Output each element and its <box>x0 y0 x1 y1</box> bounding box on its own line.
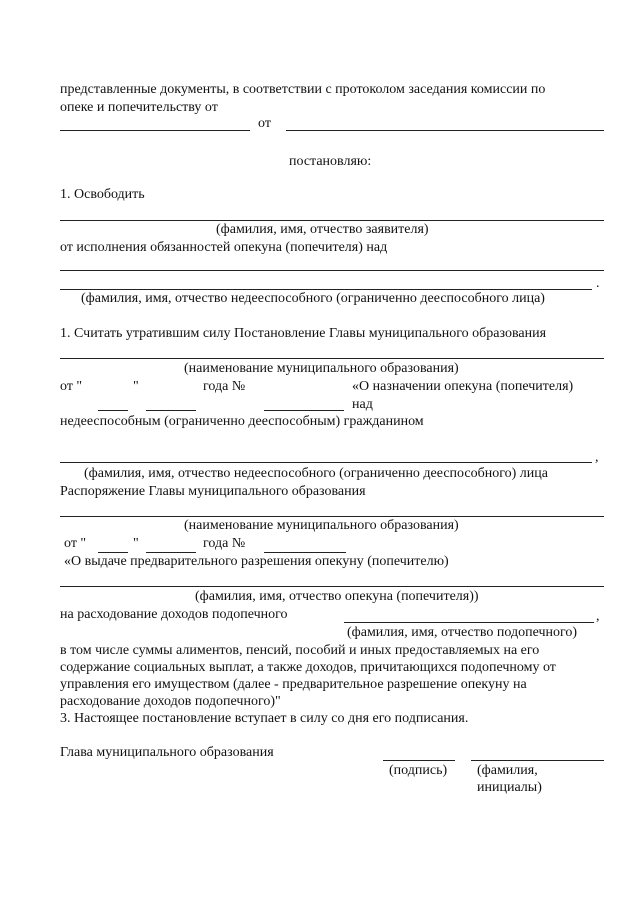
incapable-caption: (фамилия, имя, отчество недееспособного (ограниченно дееспособного лица) <box>81 291 545 306</box>
decree-heading: постановляю: <box>289 154 372 169</box>
intro-line-1: представленные документы, в соответствии с протоколом заседания комиссии по <box>60 82 546 97</box>
citizen-name-line <box>60 462 592 463</box>
quote-2: " <box>133 536 139 551</box>
head-label: Глава муниципального образования <box>60 745 274 760</box>
incapable-name-line-1 <box>60 270 604 271</box>
year-no: года № <box>203 379 246 394</box>
guardian-caption: (фамилия, имя, отчество опекуна (попечителя)) <box>195 589 479 604</box>
item1-label: 1. Освободить <box>60 187 145 202</box>
intro-ot: от <box>258 116 271 131</box>
name-caption-1: (фамилия, <box>477 763 538 778</box>
protocol-number-line <box>60 130 250 131</box>
number-line <box>264 410 344 411</box>
order-text: Распоряжение Главы муниципального образования <box>60 484 366 499</box>
body-line-1: в том числе суммы алиментов, пенсий, пособий и иных предоставляемых на его <box>60 643 540 658</box>
citizen-text: недееспособным (ограниченно дееспособным) гражданином <box>60 414 424 429</box>
municipality-line <box>60 358 604 359</box>
name-line <box>471 760 604 761</box>
item2-text: 1. Считать утратившим силу Постановление Главы муниципального образования <box>60 326 547 341</box>
protocol-date-line <box>286 130 604 131</box>
comma-2: , <box>596 609 600 624</box>
applicant-name-line <box>60 220 604 221</box>
quote: " <box>133 379 139 394</box>
applicant-caption: (фамилия, имя, отчество заявителя) <box>216 222 429 237</box>
incapable-caption-2: (фамилия, имя, отчество недееспособного (ограниченно дееспособного) лица <box>84 466 548 481</box>
body-line-2: содержание социальных выплат, а также доходов, причитающихся подопечному от <box>60 660 556 675</box>
municipality-caption: (наименование муниципального образования) <box>184 361 459 376</box>
item3-text: 3. Настоящее постановление вступает в силу со дня его подписания. <box>60 711 469 726</box>
spending-text: на расходование доходов подопечного <box>60 607 288 622</box>
incapable-name-line-2 <box>60 289 592 290</box>
from-quote: от " <box>60 379 83 394</box>
permission-title: «О выдаче предварительного разрешения опекуну (попечителю) <box>64 554 449 569</box>
ward-name-line <box>344 622 594 623</box>
body-line-4: расходование доходов подопечного)" <box>60 694 281 709</box>
item1-dot: . <box>596 276 600 291</box>
month-line-2 <box>146 552 196 553</box>
day-line <box>98 410 128 411</box>
comma: , <box>595 450 599 465</box>
over-text: над <box>352 397 373 412</box>
month-line <box>146 410 196 411</box>
from-quote-2: от " <box>64 536 87 551</box>
sign-caption: (подпись) <box>389 763 448 778</box>
body-line-3: управления его имуществом (далее - предварительное разрешение опекуну на <box>60 677 527 692</box>
municipality-caption-2: (наименование муниципального образования) <box>184 518 459 533</box>
intro-line-2: опеке и попечительству от <box>60 100 218 115</box>
guardian-name-line <box>60 586 604 587</box>
number-line-2 <box>264 552 346 553</box>
municipality-line-2 <box>60 516 604 517</box>
signature-line <box>383 760 455 761</box>
appointment-title: «О назначении опекуна (попечителя) <box>352 379 574 394</box>
duties-text: от исполнения обязанностей опекуна (попечителя) над <box>60 240 388 255</box>
day-line-2 <box>98 552 128 553</box>
ward-caption: (фамилия, имя, отчество подопечного) <box>347 625 578 640</box>
year-no-2: года № <box>203 536 246 551</box>
name-caption-2: инициалы) <box>477 780 542 795</box>
